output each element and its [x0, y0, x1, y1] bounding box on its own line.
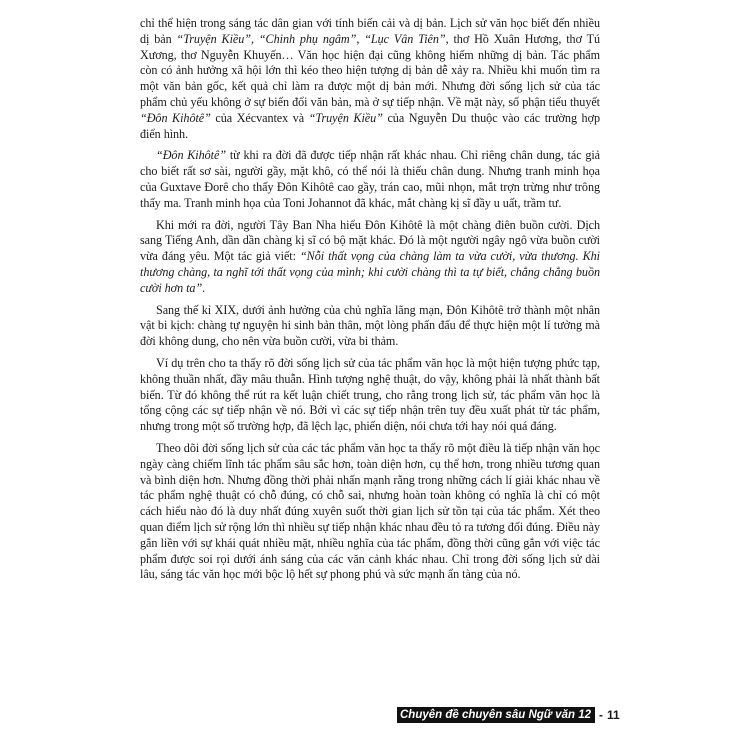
paragraph [140, 218, 600, 297]
italic-text: “Chinh phụ ngâm” [258, 31, 357, 46]
italic-text: “Đôn Kihôtê” [140, 110, 211, 125]
paragraph [140, 148, 600, 211]
paragraph [140, 356, 600, 435]
paragraph [140, 16, 600, 142]
footer-book-title: Chuyên đề chuyên sâu Ngữ văn 12 [397, 707, 595, 723]
text-run: từ khi ra đời đã được tiếp nhận rất khác nhau. Chỉ riêng chân dung, tác giả cho biết rất sơ sài, người gầy, mặt khô, có thể nói là thiếu chân dung. Nhưng tranh minh họa của Guxtave Đorê cho thấy Đôn Kihôtê cao gầy, trán cao, mũi nhọn, mắt trợn trừng như trông thấy ma. Tranh minh họa của Toni Johannot đã khác, mắt chàng kị sĩ đầy u uất, trầm tư. [140, 148, 600, 210]
text-run: Khi mới ra đời, người Tây Ban Nha hiểu Đôn Kihôtê là một chàng điên buồn cười. Dịch sang Tiếng Anh, dần dần chàng kị sĩ có bộ mặt khác. Đó là một người ngây ngô vừa buồn cười vừa đáng yêu. Một tác giả viết: [140, 217, 600, 264]
italic-text: “Nỗi thất vọng của chàng làm ta vừa cười, vừa thương. Khi thương chàng, ta nghĩ tới thất vọng của mình; khi cười chàng thì ta tự biết, chẳng chẳng buồn cười hơn ta” [140, 249, 600, 295]
footer-separator: - [599, 708, 603, 722]
text-run: . [202, 280, 206, 295]
text-run: , [250, 31, 259, 46]
text-run: của Nguyễn Du thuộc vào các trường hợp điển hình. [140, 110, 600, 141]
body-text [140, 16, 600, 589]
italic-text: “Đôn Kihôtê” [156, 148, 227, 163]
italic-text: “Lục Vân Tiên” [364, 31, 446, 46]
paragraph [140, 441, 600, 583]
text-run: , thơ Hồ Xuân Hương, thơ Tú Xương, thơ Nguyễn Khuyến… Văn học hiện đại cũng không hiếm những dị bản. Tác phẩm còn có ảnh hưởng xã hội lớn thì kéo theo hiện tượng dị bản dễ xảy ra. Nhiều khi muốn tìm ra một văn bản gốc, kết quả chỉ làm ra được một dị bản mới. Nhưng đời sống lịch sử của tác phẩm chủ yếu không ở sự biến đổi văn bản, mà ở sự tiếp nhận. Về mặt này, số phận tiểu thuyết [140, 31, 600, 109]
italic-text: “Truyện Kiều” [308, 110, 383, 125]
text-run: Sang thế kỉ XIX, dưới ảnh hưởng của chủ nghĩa lãng mạn, Đôn Kihôtê trở thành một nhân vật bi kịch: chàng tự nguyện hi sinh bản thân, một lòng phấn đấu để thực hiện một lí tưởng mà đời không dung, cho nên vừa buồn cười, vừa bi thảm. [140, 302, 600, 349]
text-run: chỉ thể hiện trong sáng tác dân gian với tính biến cải và dị bản. Lịch sử văn học biết đến nhiều dị bản [140, 16, 600, 46]
paragraph [140, 303, 600, 350]
text-run: Ví dụ trên cho ta thấy rõ đời sống lịch sử của tác phẩm văn học là một hiện tượng phức tạp, không thuần nhất, đầy mâu thuẫn. Hình tượng nghệ thuật, do vậy, không phải là nhất thành bất biến. Từ đó không thể rút ra kết luận chiết trung, cho rằng trong lịch sử, tác phẩm văn học là tổng cộng các sự tiếp nhận về nó. Bởi vì các sự tiếp nhận trên tuy đều xuất phát từ tác phẩm, nhưng trong một số trường hợp, đã lệch lạc, phiến diện, nói chưa tới hay nói quá đáng. [140, 355, 600, 434]
page-number: 11 [607, 708, 620, 722]
page-footer [397, 705, 620, 725]
italic-text: “Truyện Kiều” [176, 31, 251, 46]
text-run: của Xécvantex và [210, 110, 309, 125]
text-run: Theo dõi đời sống lịch sử của các tác phẩm văn học ta thấy rõ một điều là tiếp nhận văn học ngày càng chiếm lĩnh tác phẩm sâu sắc hơn, toàn diện hơn, cụ thể hơn, trong nhiều tương quan và bình diện hơn. Nhưng đồng thời phải nhấn mạnh rằng trong những cách lí giải khác nhau về tác phẩm nghệ thuật có chỗ đúng, có chỗ sai, nhưng hoàn toàn không có nghĩa là chỉ có một cách hiểu nào đó là duy nhất đúng xuyên suốt thời gian lịch sử tồn tại của tác phẩm. Xét theo quan điểm lịch sử rộng lớn thì nhiều sự tiếp nhận khác nhau đều tỏ ra tương đối đúng. Điều này gắn liền với sự khái quát nhiều mặt, nhiều nghĩa của tác phẩm, đồng thời cũng gắn với việc tác phẩm được soi rọi dưới ánh sáng của các văn cảnh khác nhau. Chỉ trong đời sống lịch sử dài lâu, sáng tác văn học mới bộc lộ hết sự phong phú và sức mạnh ẩn tàng của nó. [140, 440, 600, 582]
text-run: , [356, 31, 365, 46]
